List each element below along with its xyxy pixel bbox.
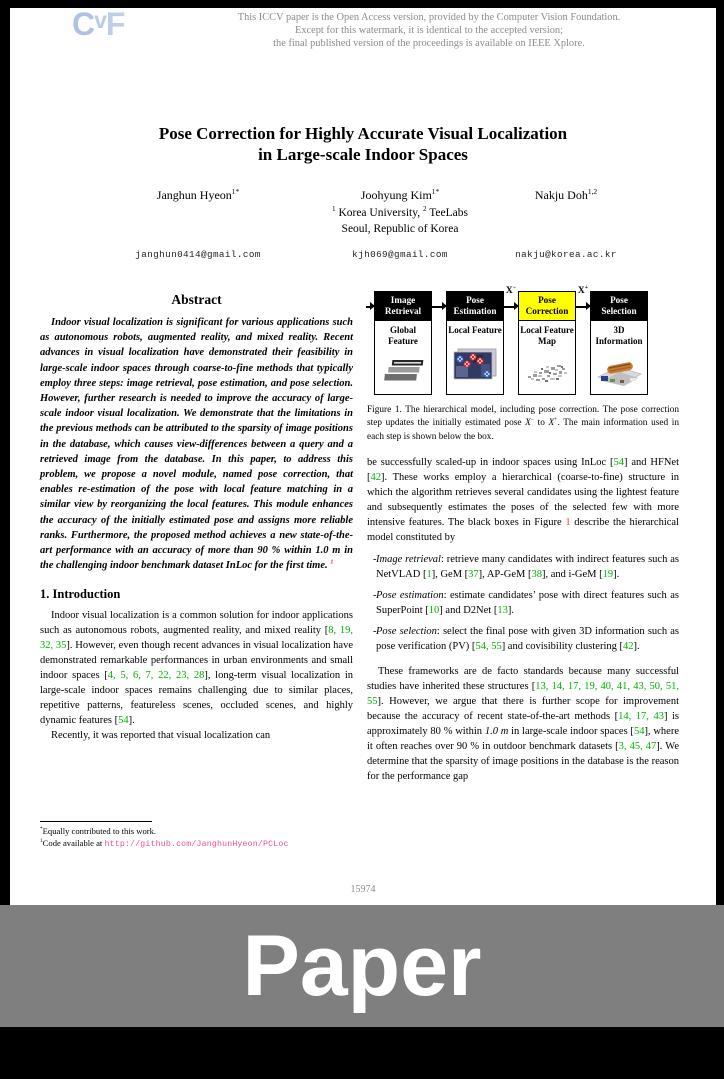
author-name: Joohyung Kim$^{1*}$ <box>360 187 440 202</box>
category-banner-label: Paper <box>242 917 482 1014</box>
figure-box-image-retrieval <box>374 291 432 395</box>
box-header: Pose Selection <box>591 292 647 321</box>
body-paragraph: These frameworks are de facto standards because many successful studies have inherited these structures [13, 14, 17, 19, 40, 41, 43, 50, 51, 55]. However, we argue that there is further scope for improvement because the accuracy of recent state-of-the-art methods [14, 17, 43] is approximately 80 % within 1.0 m in large-scale indoor spaces [54], where it often reaches over 90 % in outdoor benchmark datasets [3, 45, 47]. We determine that the sparsity of image positions in the database is the reason for the performance gap <box>367 666 680 783</box>
abstract-heading: Abstract <box>171 292 222 307</box>
watermark-line: This ICCV paper is the Open Access version, provided by the Computer Vision Foundation. <box>237 12 621 23</box>
affiliation-line: $^1$ Korea University, $^2$ TeeLabs <box>332 205 468 219</box>
category-banner <box>0 905 724 1027</box>
figure-1-flowchart <box>367 284 679 395</box>
local-feature-image <box>447 337 503 394</box>
figure-box-pose-correction <box>518 291 576 395</box>
global-feature-image <box>375 348 431 394</box>
author-email: janghun0414@gmail.com <box>135 249 261 260</box>
box-header: Pose Correction <box>519 292 575 321</box>
local-feature-map-image <box>519 348 575 394</box>
abstract-text: Indoor visual localization is significant for various applications such as autonomous robots, augmented reality, and mixed reality. Recent advances in visual localization have demonstrated their feasibility in large-scale indoor spaces through coarse-to-fine methods that typically employ three steps: image retrieval, pose estimation, and pose selection. However, further research is needed to improve the accuracy of large-scale indoor visual localization. We demonstrate that the limitations in the previous methods can be attributed to the sparsity of image positions in the database, which causes view-differences between a query and a retrieved image from the database. In this paper, to address this problem, we propose a novel module, named pose correction, that enables re-estimation of the pose with local feature matching in a similar view by reorganizing the local features. This module enhances the accuracy of the initially estimated pose and assigns more reliable ranks. Furthermore, the proposed method achieves a new state-of-the-art performance with an accuracy of more than 90 % within 1.0 m in the challenging indoor benchmark dataset InLoc for the first time. $^1$ <box>40 317 353 572</box>
author-email: kjh069@gmail.com <box>352 249 448 260</box>
arrow-correction-to-selection: X+ <box>576 291 590 395</box>
box-label: Global Feature <box>388 325 418 346</box>
watermark-line: the final published version of the proceedings is available on IEEE Xplore. <box>273 38 585 49</box>
list-item: - Pose selection: select the final pose with given 3D information such as pose verification (PV) [54, 55] and covisibility clustering [42]. <box>367 624 679 654</box>
footnote-rule <box>40 821 152 822</box>
box-label: 3D Information <box>595 325 643 346</box>
author-name: Janghun Hyeon$^{1*}$ <box>156 187 240 202</box>
watermark-line: Except for this watermark, it is identical to the accepted version; <box>294 25 564 36</box>
cvf-logo-letter: F <box>105 6 126 42</box>
footnote-equal-contribution: *Equally contributed to this work. <box>40 826 157 836</box>
arrow-retrieval-to-estimation <box>432 291 446 395</box>
intro-paragraph: Indoor visual localization is a common solution for indoor applications such as autonomous robots, augmented reality, and mixed reality [8, 19, 32, 35]. However, even though recent advances in visual localization have demonstrated remarkable performances in urban environments and small indoor spaces [4, 5, 6, 7, 22, 23, 28], long-term visual localization in large-scale indoor spaces remains challenging due to similar places, repetitive patterns, featureless scenes, occluded scenes, and highly dynamic features [54]. <box>40 610 354 727</box>
page-number: 15974 <box>350 884 376 895</box>
bullet-dash: - <box>373 554 377 566</box>
list-item: - Pose estimation: estimate candidates’ pose with direct features such as SuperPoint [10] and D2Net [13]. <box>367 588 679 618</box>
point-cloud-map-icon <box>522 354 572 388</box>
arrow-estimation-to-correction: X− <box>504 291 518 395</box>
footnote-code-link[interactable]: $^1$Code available at http://github.com/JanghunHyeon/PCLoc <box>40 838 289 849</box>
author-email: nakju@korea.ac.kr <box>515 249 617 260</box>
body-paragraph: be successfully scaled-up in indoor spaces using InLoc [54] and HFNet [42]. These works employ a hierarchical (coarse-to-fine) structure in which the algorithm retrieves several candidates using the lightest feature and subsequently estimates the poses of the selected few with more intensive features. The black boxes in Figure 1 describe the hierarchical model constituted by <box>367 457 679 544</box>
box-label: Local Feature Map <box>520 325 574 346</box>
right-column <box>367 284 680 784</box>
title-line: Pose Correction for Highly Accurate Visual Localization <box>158 124 568 143</box>
3d-model-icon <box>594 353 644 389</box>
box-label: Local Feature <box>448 325 502 335</box>
keypoints-photo-icon <box>451 346 499 384</box>
affiliation-line: Seoul, Republic of Korea <box>341 223 459 235</box>
3d-information-image <box>591 348 647 394</box>
figure-box-pose-selection <box>590 291 648 395</box>
intro-paragraph: Recently, it was reported that visual localization can <box>51 730 271 742</box>
list-item: - Image retrieval: retrieve many candidates with indirect features such as NetVLAD [1], GeM [37], AP-GeM [38], and i-GeM [19]. <box>367 552 679 582</box>
cvf-logo-letter: C <box>72 6 96 42</box>
cvf-logo-letter: v <box>94 7 107 33</box>
author-name: Nakju Doh$^{1,2}$ <box>534 187 598 202</box>
paper-page <box>10 8 716 905</box>
title-line: in Large-scale Indoor Spaces <box>258 145 468 164</box>
cvf-logo <box>72 8 125 40</box>
open-access-watermark <box>160 11 698 50</box>
bullet-dash: - <box>373 590 377 602</box>
left-column <box>40 292 353 743</box>
bullet-list <box>367 552 679 654</box>
bullet-dash: - <box>373 626 377 638</box>
figure-1-caption: Figure 1. The hierarchical model, including pose correction. The pose correction step updates the initially estimated pose X− to X+. The main information used in each step is shown below the box. <box>367 405 679 442</box>
incoming-arrow <box>367 291 374 395</box>
section-heading-introduction: 1. Introduction <box>40 587 121 602</box>
box-header: Image Retrieval <box>375 292 431 321</box>
figure-box-pose-estimation <box>446 291 504 395</box>
paper-title <box>10 123 716 165</box>
footnote-block <box>40 821 353 851</box>
stacked-layers-icon <box>379 354 427 388</box>
box-header: Pose Estimation <box>447 292 503 321</box>
